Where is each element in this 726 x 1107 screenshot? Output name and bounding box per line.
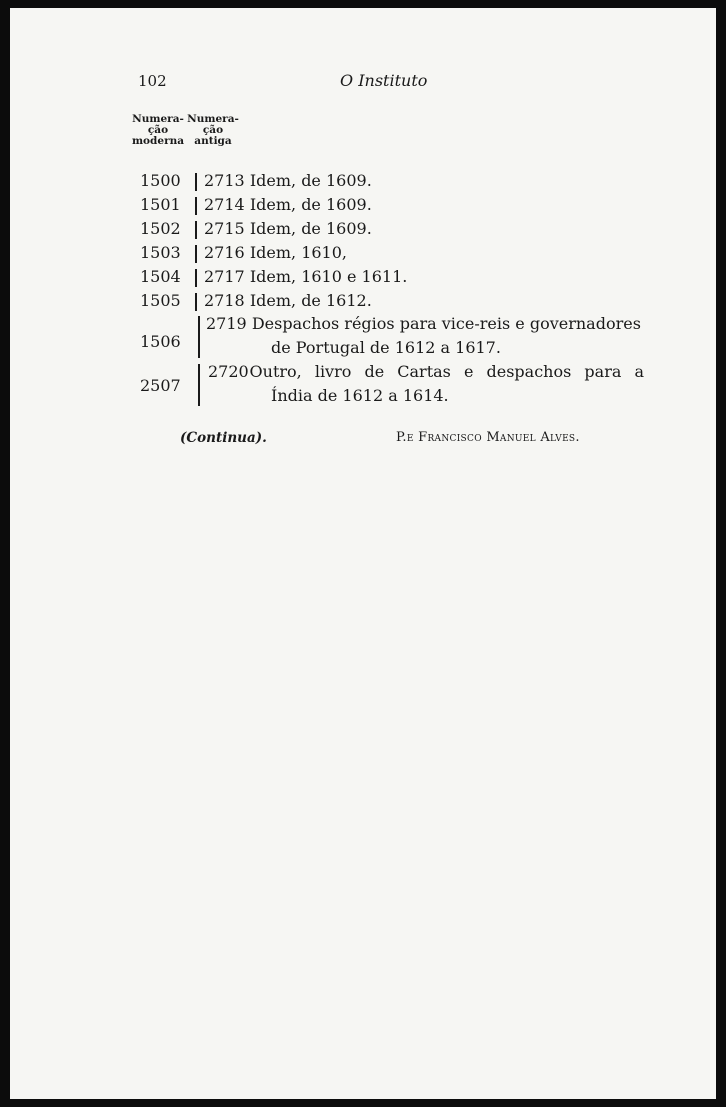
entry-text: 2713 Idem, de 1609. [204,171,372,190]
entry-text: 2719 Despachos régios para vice-reis e governadores [206,314,641,333]
entry-text: 2715 Idem, de 1609. [204,219,372,238]
entry-row [140,267,408,291]
modern-number: 1505 [140,291,181,310]
modern-number: 1506 [140,332,181,351]
modern-number: 1504 [140,267,181,286]
entry-row [140,243,347,267]
brace-line [195,221,197,239]
brace-line [195,269,197,287]
modern-number: 2507 [140,376,181,395]
brace-line [198,316,200,358]
entry-row [140,219,372,243]
running-title: O Instituto [340,71,428,90]
author-signature: P.e Francisco Manuel Alves. [396,430,580,445]
entry-row [140,195,372,219]
brace-line [195,197,197,215]
column-header-modern: Numera- ção moderna [131,113,185,147]
entry-row [140,171,372,195]
modern-number: 1503 [140,243,181,262]
modern-number: 1501 [140,195,181,214]
column-header-old: Numera- ção antiga [187,113,239,147]
brace-line [195,293,197,311]
entry-text-continued: Índia de 1612 a 1614. [271,386,449,405]
entry-text: 2718 Idem, de 1612. [204,291,372,310]
brace-line [198,364,200,406]
entry-text-continued: de Portugal de 1612 a 1617. [271,338,501,357]
brace-line [195,173,197,191]
continua-note: (Continua). [180,430,267,446]
modern-number: 1500 [140,171,181,190]
brace-line [195,245,197,263]
entry-text: 2716 Idem, 1610, [204,243,347,262]
modern-number: 1502 [140,219,181,238]
entry-text: 2720 Outro, livro de Cartas e despachos para a [208,362,644,381]
entry-row [140,291,372,315]
entry-text: 2714 Idem, de 1609. [204,195,372,214]
entry-text: 2717 Idem, 1610 e 1611. [204,267,408,286]
page-number: 102 [138,72,167,90]
